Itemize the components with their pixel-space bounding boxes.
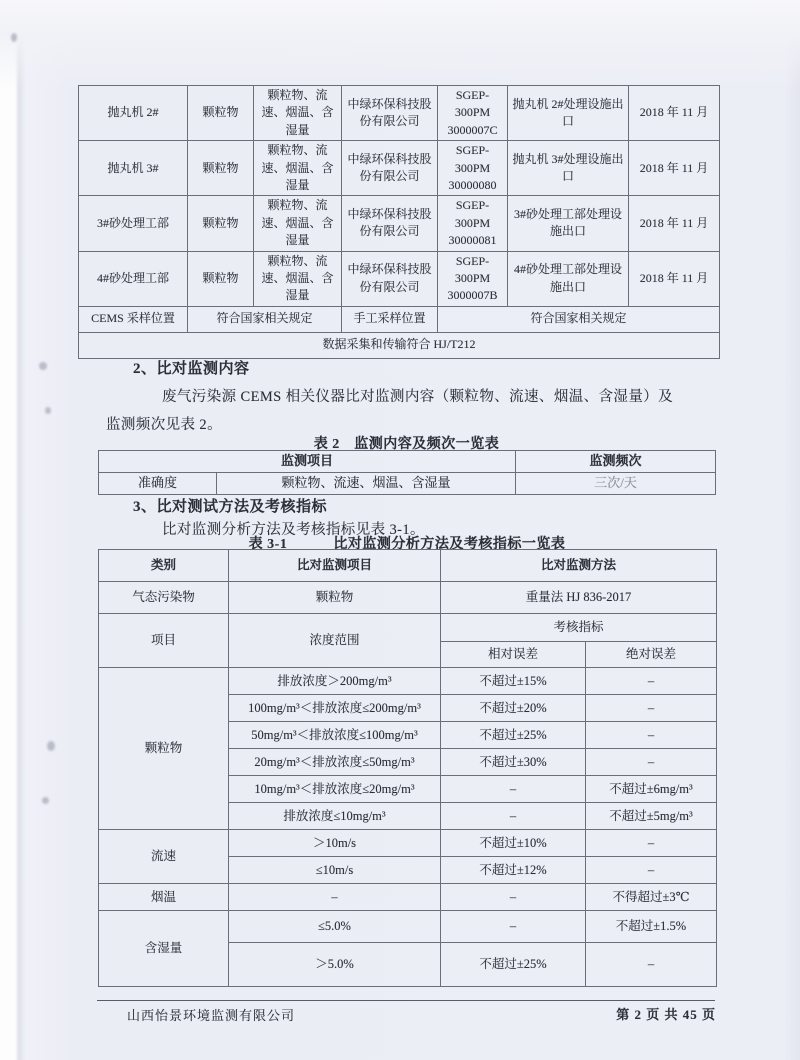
table-cell: 类别 xyxy=(99,550,229,582)
table-row xyxy=(99,884,717,911)
table-cell: 2018 年 11 月 xyxy=(629,251,720,306)
table-row xyxy=(79,332,720,358)
table-cell: 不超过±5mg/m³ xyxy=(586,803,717,830)
table-cell: 排放浓度＞200mg/m³ xyxy=(229,668,441,695)
table-cell: 考核指标 xyxy=(441,614,717,642)
table-cell: – xyxy=(586,749,717,776)
table-cell: 不超过±30% xyxy=(441,749,586,776)
table-row xyxy=(99,451,716,473)
table-cell: 颗粒物 xyxy=(188,251,254,306)
monitoring-frequency-table xyxy=(98,450,716,495)
table-row xyxy=(99,830,717,857)
table-cell: 颗粒物、流速、烟温、含湿量 xyxy=(254,196,342,251)
table-cell: 4#砂处理工部 xyxy=(79,251,188,306)
table-cell: 项目 xyxy=(99,614,229,668)
table-cell: 不超过±10% xyxy=(441,830,586,857)
table-cell: – xyxy=(586,722,717,749)
scan-artifact xyxy=(47,741,55,751)
table-cell: 不超过±15% xyxy=(441,668,586,695)
table-cell: 中绿环保科技股份有限公司 xyxy=(342,86,438,141)
table-cell: 不得超过±3℃ xyxy=(586,884,717,911)
table-cell: – xyxy=(586,943,717,987)
table-row xyxy=(79,86,720,141)
table-2-caption: 表 2 监测内容及频次一览表 xyxy=(313,437,500,452)
table-cell: 中绿环保科技股份有限公司 xyxy=(342,141,438,196)
table-cell: – xyxy=(586,695,717,722)
table-cell: 比对监测方法 xyxy=(441,550,717,582)
footer-company: 山西怡景环境监测有限公司 xyxy=(127,1008,296,1023)
table-row xyxy=(99,668,717,695)
table-cell: 含湿量 xyxy=(99,911,229,987)
section-2-paragraph-line1: 废气污染源 CEMS 相关仪器比对监测内容（颗粒物、流速、烟温、含湿量）及 xyxy=(162,389,674,405)
table-cell: 气态污染物 xyxy=(99,582,229,614)
table-cell: 10mg/m³＜排放浓度≤20mg/m³ xyxy=(229,776,441,803)
table-cell: SGEP-300PM 30000080 xyxy=(438,141,508,196)
table-cell: CEMS 采样位置 xyxy=(79,306,188,332)
table-cell: 中绿环保科技股份有限公司 xyxy=(342,251,438,306)
table-cell: – xyxy=(586,668,717,695)
table-cell: 2018 年 11 月 xyxy=(629,86,720,141)
table-cell: 抛丸机 2# xyxy=(79,86,188,141)
footer-rule xyxy=(97,1000,715,1001)
table-cell: 三次/天 xyxy=(516,472,716,494)
table-cell: 烟温 xyxy=(99,884,229,911)
table-cell: 流速 xyxy=(99,830,229,884)
table-cell: 不超过±12% xyxy=(441,857,586,884)
table-cell: 不超过±1.5% xyxy=(586,911,717,943)
table-cell: 不超过±6mg/m³ xyxy=(586,776,717,803)
table-cell: 颗粒物 xyxy=(188,196,254,251)
table-row xyxy=(99,582,717,614)
table-cell: ＞10m/s xyxy=(229,830,441,857)
footer-page-number: 第 2 页 共 45 页 xyxy=(616,1007,716,1022)
table-cell: 2018 年 11 月 xyxy=(629,196,720,251)
table-cell: 颗粒物、流速、烟温、含湿量 xyxy=(254,86,342,141)
table-cell: 颗粒物、流速、烟温、含湿量 xyxy=(254,141,342,196)
table-cell: 抛丸机 3#处理设施出口 xyxy=(508,141,629,196)
table-cell: – xyxy=(441,884,586,911)
table-3-caption-number: 表 3-1 xyxy=(248,537,288,552)
table-row xyxy=(99,911,717,943)
table-row xyxy=(79,141,720,196)
table-cell: 不超过±25% xyxy=(441,722,586,749)
table-cell: 数据采集和传输符合 HJ/T212 xyxy=(79,332,720,358)
table-cell: 比对监测项目 xyxy=(229,550,441,582)
section-2-paragraph-line2: 监测频次见表 2。 xyxy=(106,417,222,433)
table-cell: 浓度范围 xyxy=(229,614,441,668)
table-row xyxy=(79,251,720,306)
table-cell: 100mg/m³＜排放浓度≤200mg/m³ xyxy=(229,695,441,722)
table-row xyxy=(99,472,716,494)
table-row xyxy=(99,550,717,582)
table-cell: 排放浓度≤10mg/m³ xyxy=(229,803,441,830)
cems-instrument-table xyxy=(78,85,720,359)
table-cell: 不超过±20% xyxy=(441,695,586,722)
table-cell: 不超过±25% xyxy=(441,943,586,987)
table-cell: 中绿环保科技股份有限公司 xyxy=(342,196,438,251)
table-cell: 颗粒物 xyxy=(229,582,441,614)
section-3-paragraph: 比对监测分析方法及考核指标见表 3-1。 xyxy=(162,522,425,538)
table-cell: 绝对误差 xyxy=(586,642,717,668)
table-cell: 3#砂处理工部 xyxy=(79,196,188,251)
table-cell: 颗粒物 xyxy=(188,86,254,141)
table-cell: SGEP-300PM 30000081 xyxy=(438,196,508,251)
table-cell: 50mg/m³＜排放浓度≤100mg/m³ xyxy=(229,722,441,749)
table-cell: SGEP-300PM 3000007C xyxy=(438,86,508,141)
table-cell: 监测频次 xyxy=(516,451,716,473)
table-cell: – xyxy=(586,857,717,884)
table-cell: ＞5.0% xyxy=(229,943,441,987)
table-row xyxy=(79,196,720,251)
table-3-caption-title: 比对监测分析方法及考核指标一览表 xyxy=(333,537,566,552)
table-cell: 抛丸机 3# xyxy=(79,141,188,196)
scan-artifact xyxy=(42,797,49,804)
table-cell: 重量法 HJ 836-2017 xyxy=(441,582,717,614)
table-cell: – xyxy=(441,776,586,803)
scan-artifact xyxy=(11,33,17,42)
table-cell: ≤10m/s xyxy=(229,857,441,884)
table-cell: 符合国家相关规定 xyxy=(438,306,720,332)
table-cell: SGEP-300PM 3000007B xyxy=(438,251,508,306)
table-cell: 符合国家相关规定 xyxy=(188,306,342,332)
table-cell: ≤5.0% xyxy=(229,911,441,943)
table-cell: 相对误差 xyxy=(441,642,586,668)
table-cell: – xyxy=(229,884,441,911)
table-cell: – xyxy=(586,830,717,857)
table-cell: 颗粒物 xyxy=(188,141,254,196)
comparison-method-table xyxy=(98,549,717,987)
table-row xyxy=(99,614,717,642)
scan-artifact xyxy=(39,362,47,370)
table-cell: 2018 年 11 月 xyxy=(629,141,720,196)
table-cell: 20mg/m³＜排放浓度≤50mg/m³ xyxy=(229,749,441,776)
table-cell: 颗粒物 xyxy=(99,668,229,830)
table-cell: 颗粒物、流速、烟温、含湿量 xyxy=(254,251,342,306)
table-cell: 抛丸机 2#处理设施出口 xyxy=(508,86,629,141)
table-cell: 监测项目 xyxy=(99,451,516,473)
table-cell: 3#砂处理工部处理设施出口 xyxy=(508,196,629,251)
section-3-heading: 3、比对测试方法及考核指标 xyxy=(133,499,328,515)
table-row xyxy=(79,306,720,332)
section-2-heading: 2、比对监测内容 xyxy=(133,361,250,377)
table-cell: – xyxy=(441,911,586,943)
table-cell: 手工采样位置 xyxy=(342,306,438,332)
table-cell: 颗粒物、流速、烟温、含湿量 xyxy=(217,472,516,494)
scan-artifact xyxy=(45,407,51,414)
table-cell: 准确度 xyxy=(99,472,217,494)
table-cell: 4#砂处理工部处理设施出口 xyxy=(508,251,629,306)
table-cell: – xyxy=(441,803,586,830)
